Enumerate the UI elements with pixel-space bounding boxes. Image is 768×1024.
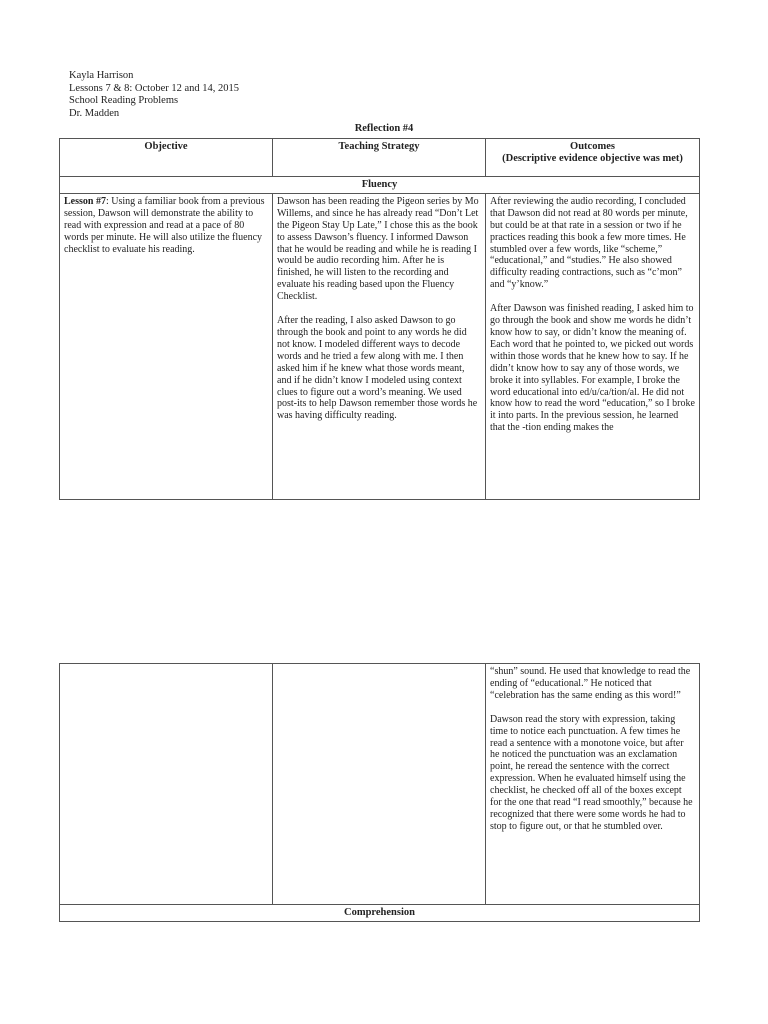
column-header-outcomes <box>486 139 700 177</box>
outcomes-header-line1: Outcomes <box>570 141 615 152</box>
table-row-lesson7 <box>60 193 700 499</box>
outcome-paragraph-1: After reviewing the audio recording, I concluded that Dawson did not read at 80 words per minute, but could be at that rate in a session or two if he practices reading this book a few more times. He stumbled over a few words, like “scheme,” “educational,” and “studies.” He also showed difficulty reading contractions, such as “c’mon” and “y’know.” <box>490 195 688 291</box>
section-label-fluency: Fluency <box>60 177 700 194</box>
lesson-dates: Lessons 7 & 8: October 12 and 14, 2015 <box>69 82 240 94</box>
table-row-lesson7-continued <box>60 664 700 905</box>
reflection-table-page2 <box>59 663 700 922</box>
instructor-name: Dr. Madden <box>69 107 120 119</box>
strategy-cell-continued <box>273 664 486 905</box>
reflection-table-page1 <box>59 138 700 500</box>
outcome-paragraph-2: After Dawson was finished reading, I asked him to go through the book and show me words he didn’t know how to say, or didn’t know the meaning of. Each word that he pointed to, we picked out words within those words that he knew how to say. If he didn’t know how to say any of those words, we broke it into syllables. For example, I broke the word educational into ed/u/ca/tion/al. He did not know how to read the word “education,” so I broke it into parts. In the previous session, he learned that the -tion ending makes the <box>490 303 695 434</box>
document-header <box>69 70 239 120</box>
objective-cell <box>60 193 273 499</box>
strategy-paragraph-2: After the reading, I also asked Dawson to go through the book and point to any words he did not know. I modeled different ways to decode words and he tried a few along with me. I then asked him if he knew what those words meant, and if he didn’t know I modeled using context clues to figure out a word’s meaning. We used post-its to help Dawson remember those words he was having difficulty reading. <box>277 315 478 422</box>
objective-paragraph <box>64 196 268 256</box>
outcomes-header-line2: (Descriptive evidence objective was met) <box>502 152 683 164</box>
outcome-cell <box>486 193 700 499</box>
objective-text: : Using a familiar book from a previous session, Dawson will demonstrate the ability to read with expression and read at a pace of 80 words per minute. He will also utilize the fluency checklist to evaluate his reading. <box>64 195 265 255</box>
column-header-objective: Objective <box>60 139 273 177</box>
outcome-paragraph-3: “shun” sound. He used that knowledge to read the ending of “educational.” He noticed that “celebration has the same ending as this word!” <box>490 666 691 701</box>
section-label-comprehension: Comprehension <box>60 905 700 922</box>
section-row-fluency <box>60 177 700 194</box>
strategy-cell <box>273 193 486 499</box>
section-row-comprehension <box>60 905 700 922</box>
author-name: Kayla Harrison <box>69 70 134 81</box>
course-name: School Reading Problems <box>69 95 179 106</box>
strategy-paragraph-1: Dawson has been reading the Pigeon series by Mo Willems, and since he has already read “Don’t Let the Pigeon Stay Up Late,” I chose this as the book to assess Dawson’s fluency. I informed Dawson that he would be reading and while he is reading I would be audio recording him. After he is finished, he will listen to the recording and evaluate his reading based upon the Fluency Checklist. <box>277 195 479 303</box>
objective-cell-continued <box>60 664 273 905</box>
column-header-strategy: Teaching Strategy <box>273 139 486 177</box>
outcome-cell-continued <box>486 664 700 905</box>
objective-lesson-label: Lesson #7 <box>64 195 106 207</box>
document-title: Reflection #4 <box>354 123 414 134</box>
table-header-row <box>60 139 700 177</box>
outcome-paragraph-4: Dawson read the story with expression, taking time to notice each punctuation. A few times he read a sentence with a monotone voice, but after he noticed the punctuation was an exclamation point, he reread the sentence with the correct expression. When he evaluated himself using the checklist, he checked off all of the boxes except for the one that read “I read smoothly,” because he recognized that there were some words he had to stop to figure out, or that he stumbled over. <box>490 713 693 832</box>
